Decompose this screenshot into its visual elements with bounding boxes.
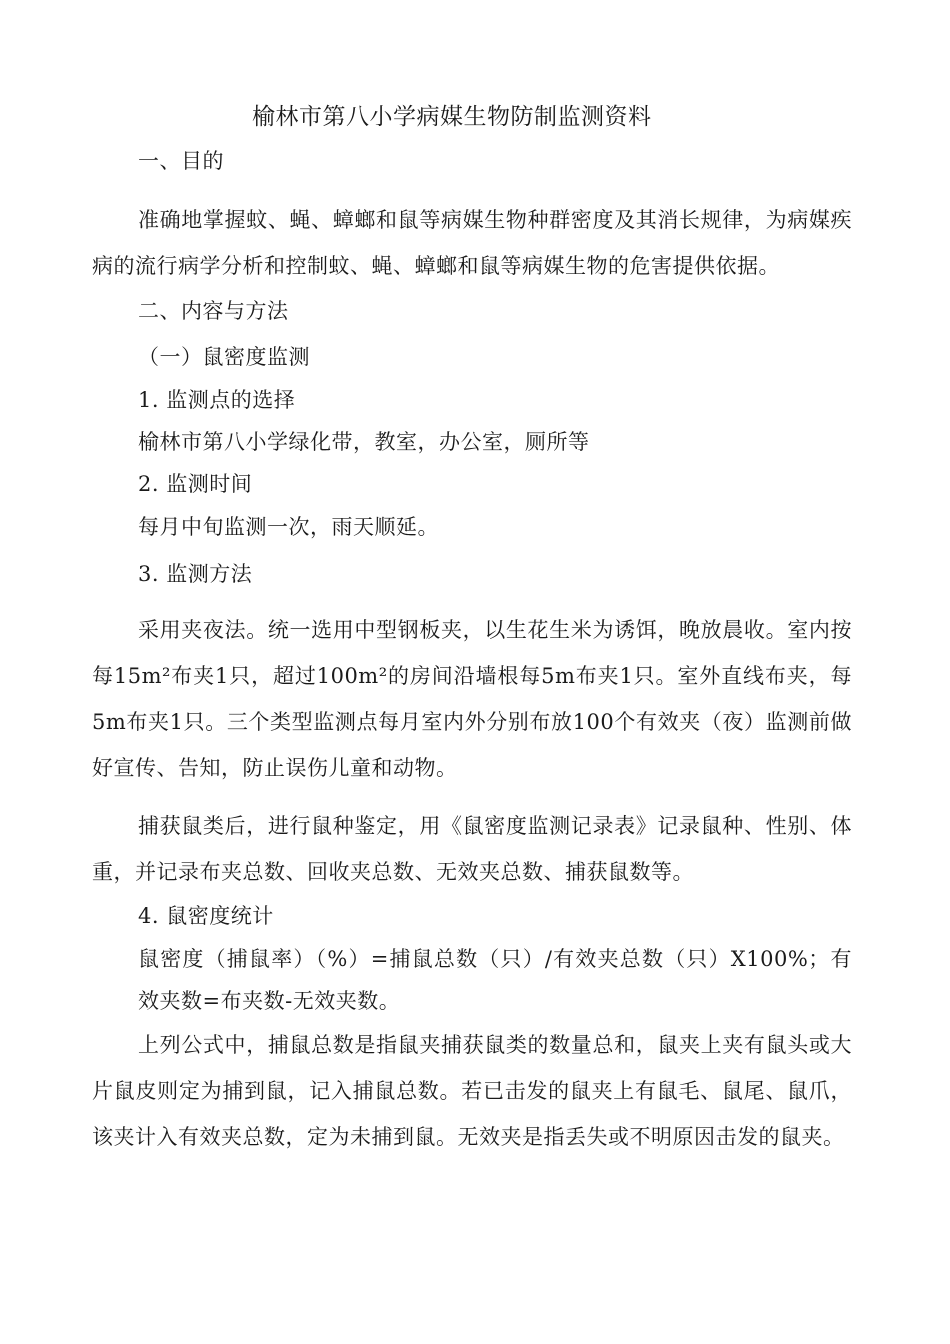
paragraph-method-1: 采用夹夜法。统一选用中型钢板夹，以生花生米为诱饵，晚放晨收。室内按每15m²布夹1只，超过100m²的房间沿墙根每5m布夹1只。室外直线布夹，每5m布夹1只。三个类型监测点每月室内外分别布放100个有效夹（夜）监测前做好宣传、告知，防止误伤儿童和动物。 bbox=[92, 618, 852, 780]
paragraph-explanation: 上列公式中，捕鼠总数是指鼠夹捕获鼠类的数量总和，鼠夹上夹有鼠头或大片鼠皮则定为捕到鼠，记入捕鼠总数。若已击发的鼠夹上有鼠毛、鼠尾、鼠爪，该夹计入有效夹总数，定为未捕到鼠。无效夹是指丢失或不明原因击发的鼠夹。 bbox=[92, 1033, 852, 1149]
heading-content-method: 二、内容与方法 bbox=[138, 299, 289, 323]
paragraph-formula: 鼠密度（捕鼠率）（%）=捕鼠总数（只）/有效夹总数（只）X100%；有效夹数=布夹数-无效夹数。 bbox=[138, 947, 852, 1013]
item-1-text: 榆林市第八小学绿化带，教室，办公室，厕所等 bbox=[138, 430, 590, 454]
document-title: 榆林市第八小学病媒生物防制监测资料 bbox=[252, 104, 652, 130]
item-2-title: 2. 监测时间 bbox=[138, 472, 253, 496]
heading-purpose: 一、目的 bbox=[138, 149, 224, 173]
paragraph-method-2: 捕获鼠类后，进行鼠种鉴定，用《鼠密度监测记录表》记录鼠种、性别、体重，并记录布夹总数、回收夹总数、无效夹总数、捕获鼠数等。 bbox=[92, 814, 852, 884]
item-1-title: 1. 监测点的选择 bbox=[138, 388, 296, 412]
item-2-text: 每月中旬监测一次，雨天顺延。 bbox=[138, 515, 439, 539]
item-3-title: 3. 监测方法 bbox=[138, 562, 253, 586]
paragraph-purpose: 准确地掌握蚊、蝇、蟑螂和鼠等病媒生物种群密度及其消长规律，为病媒疾病的流行病学分析和控制蚊、蝇、蟑螂和鼠等病媒生物的危害提供依据。 bbox=[92, 208, 852, 278]
item-4-title: 4. 鼠密度统计 bbox=[138, 904, 274, 928]
subheading-rat-density: （一）鼠密度监测 bbox=[138, 345, 310, 369]
